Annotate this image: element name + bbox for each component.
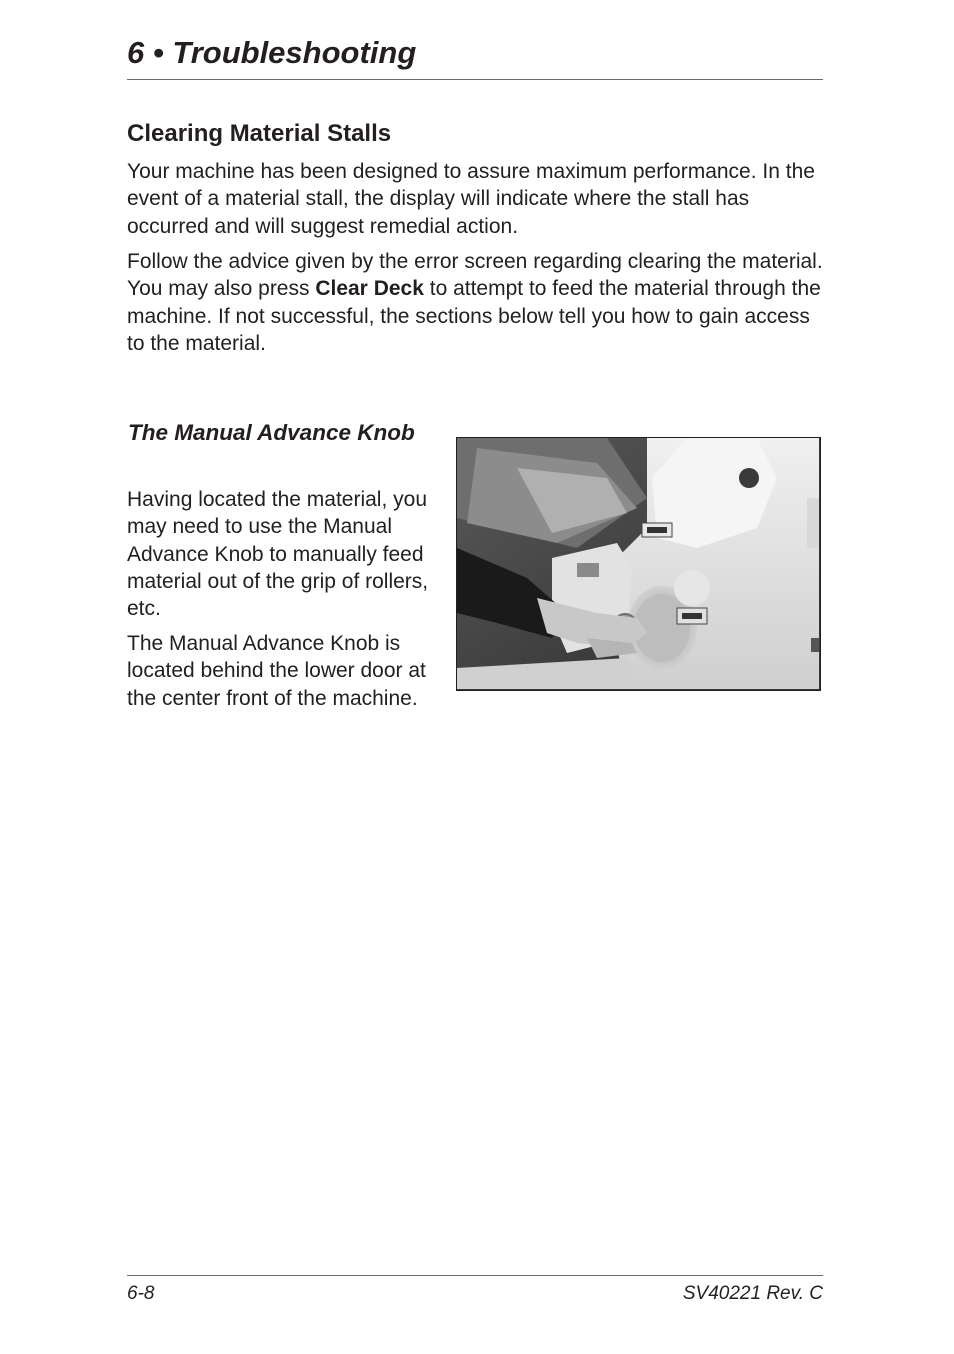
advice-text-start: Follow the advice given by the error screen regarding clearing the material. You may also press [127, 250, 823, 301]
advice-text-end: to attempt to feed the material through the machine. If not successful, the sections below tell you how to gain access to the material. [127, 277, 821, 355]
document-id: SV40221 Rev. C [682, 1283, 823, 1304]
knob-usage-paragraph: Having located the material, you may need to use the Manual Advance Knob to manually feed material out of the grip of rollers, etc. [127, 488, 429, 621]
footer-rule [127, 1275, 823, 1276]
manual-advance-knob-photo [456, 437, 821, 691]
header-rule [127, 79, 823, 80]
machine-illustration [457, 438, 819, 689]
page-number: 6-8 [127, 1283, 155, 1304]
intro-paragraph: Your machine has been designed to assure maximum performance. In the event of a material stall, the display will indicate where the stall has occurred and will suggest remedial action. [127, 160, 815, 238]
page-title: 6 • Troubleshooting [127, 35, 417, 70]
clear-deck-term: Clear Deck [315, 277, 424, 301]
knob-location-paragraph: The Manual Advance Knob is located behind the lower door at the center front of the machine. [127, 632, 426, 710]
subsection-heading: The Manual Advance Knob [128, 420, 415, 445]
advice-paragraph [127, 248, 827, 357]
section-heading: Clearing Material Stalls [127, 120, 392, 147]
